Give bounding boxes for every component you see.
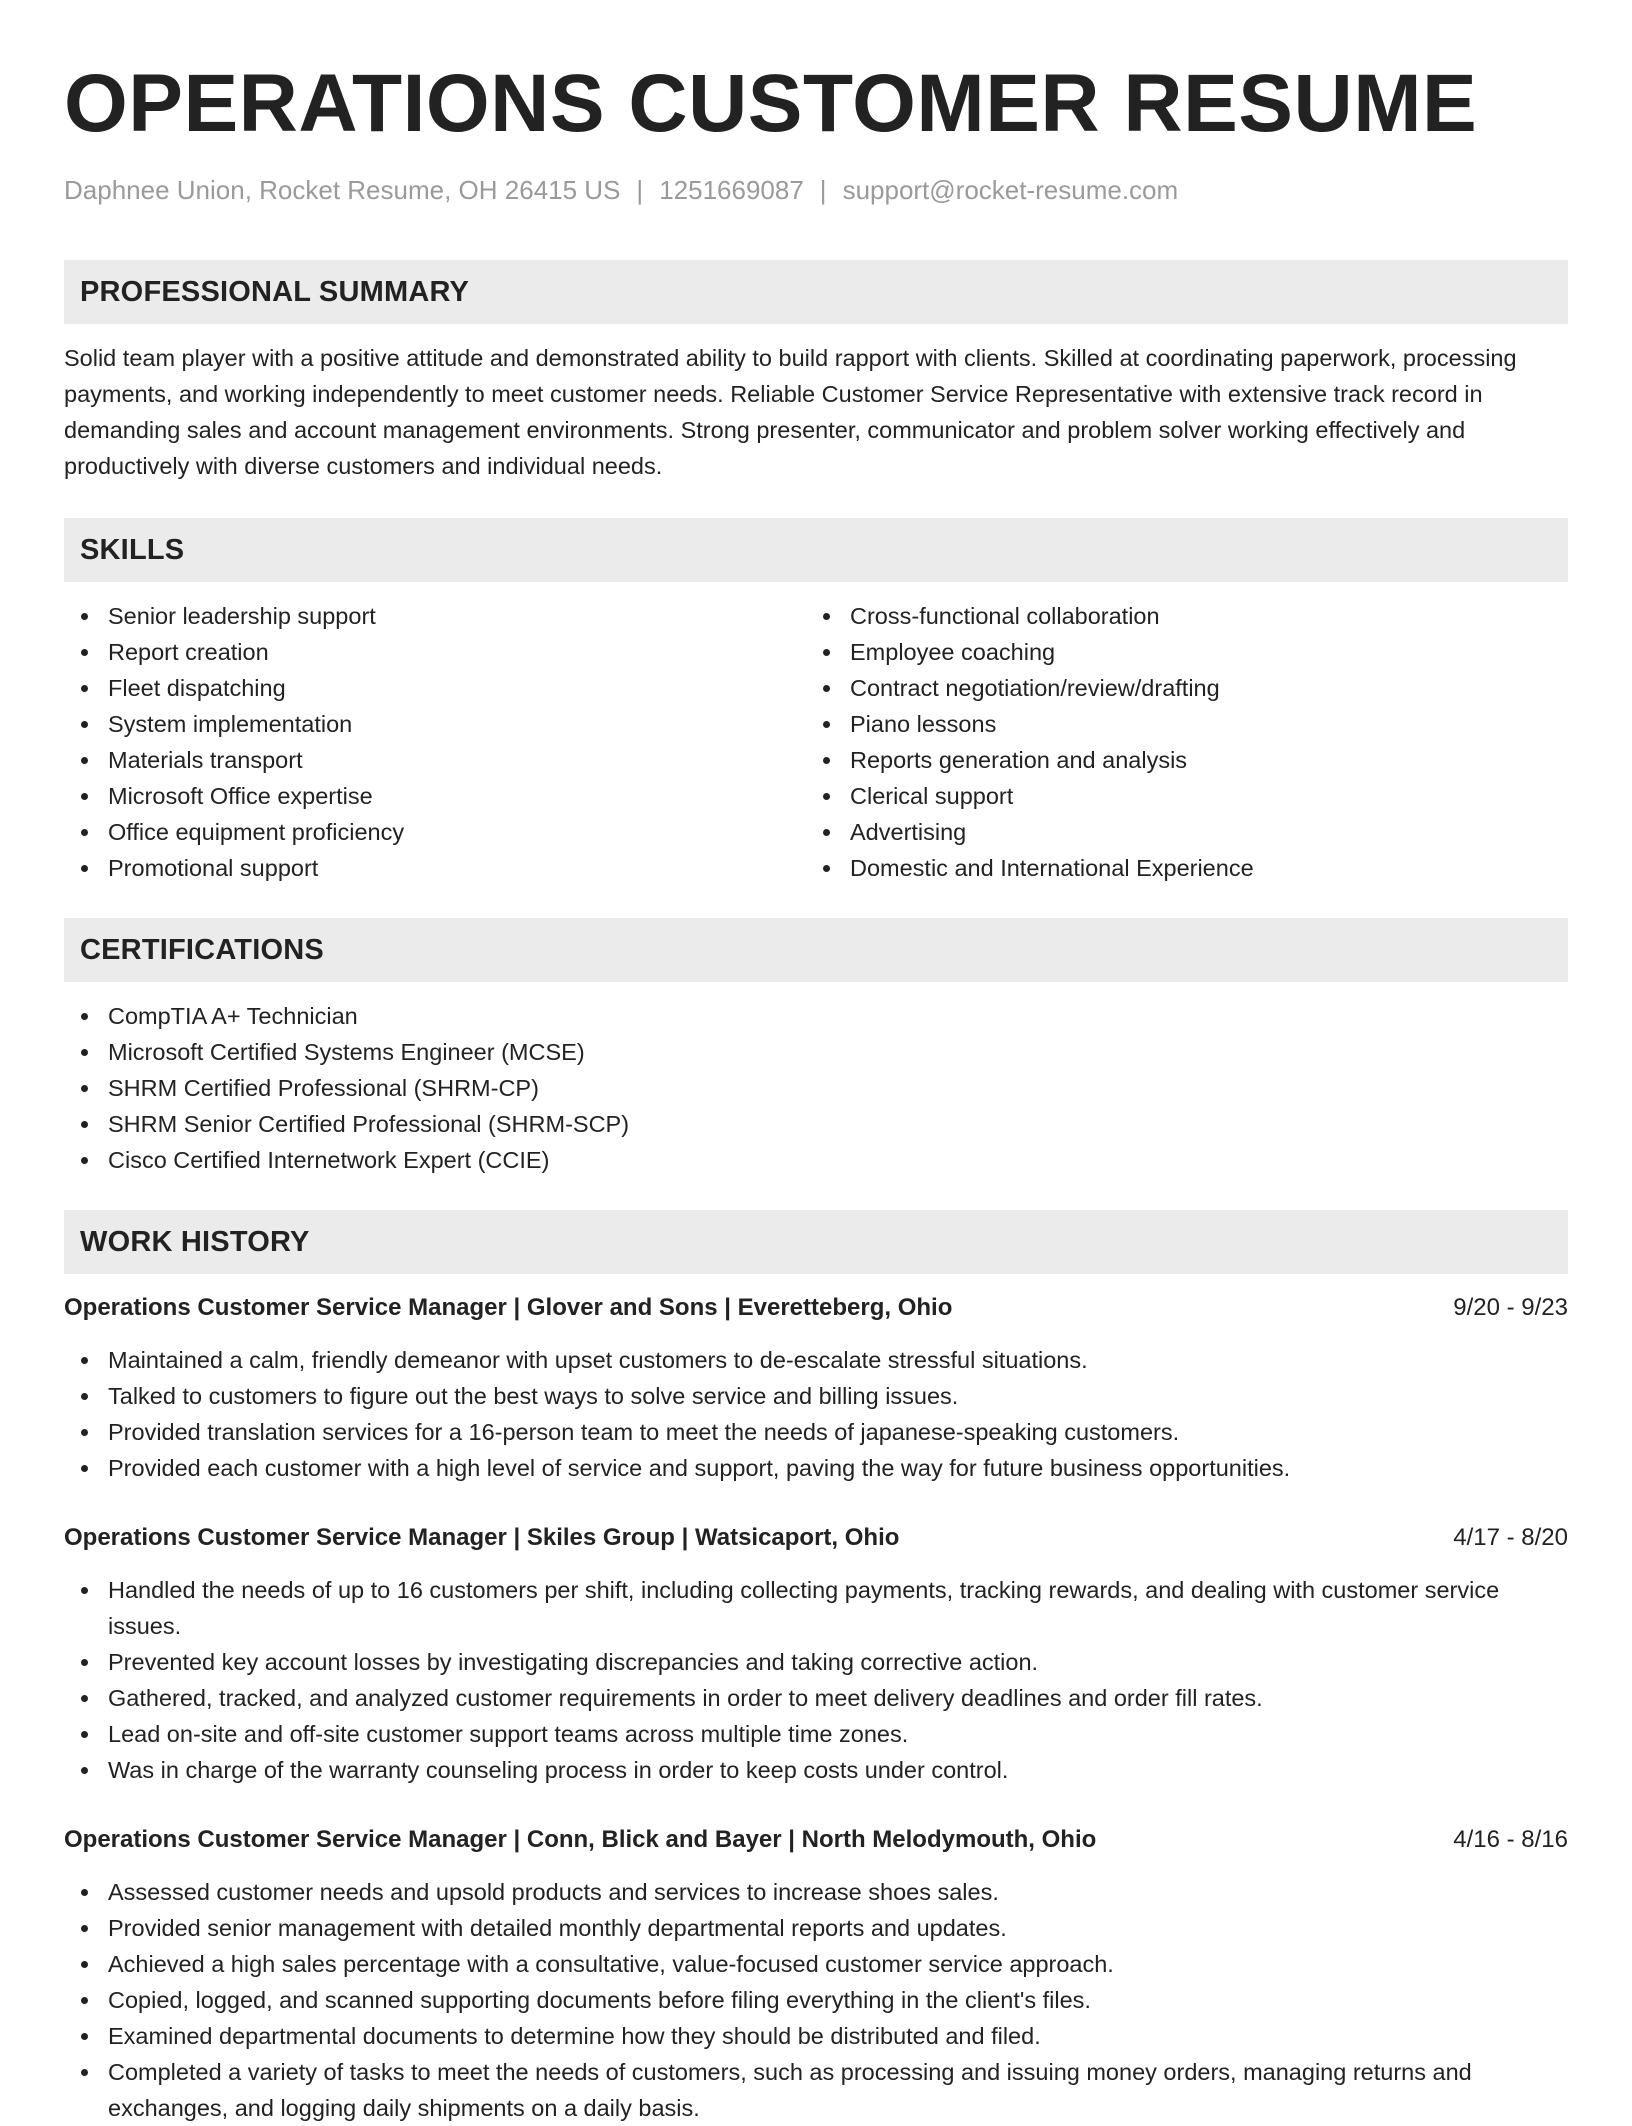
skill-item: System implementation [64, 706, 806, 742]
skill-item: Clerical support [806, 778, 1548, 814]
job-bullet: Provided translation services for a 16-person team to meet the needs of japanese-speaking customers. [64, 1414, 1568, 1450]
skill-item: Fleet dispatching [64, 670, 806, 706]
certification-item: SHRM Senior Certified Professional (SHRM-SCP) [64, 1106, 1568, 1142]
job-bullet: Prevented key account losses by investigating discrepancies and taking corrective action. [64, 1644, 1568, 1680]
skill-item: Advertising [806, 814, 1548, 850]
certifications-section-header: CERTIFICATIONS [64, 918, 1568, 982]
job-bullet: Provided senior management with detailed monthly departmental reports and updates. [64, 1910, 1568, 1946]
job-bullet: Handled the needs of up to 16 customers per shift, including collecting payments, tracking rewards, and dealing with customer service issues. [64, 1572, 1568, 1644]
resume-title: OPERATIONS CUSTOMER RESUME [64, 58, 1478, 149]
skill-item: Piano lessons [806, 706, 1548, 742]
work-history-section-header: WORK HISTORY [64, 1210, 1568, 1274]
skill-item: Domestic and International Experience [806, 850, 1548, 886]
certification-item: Microsoft Certified Systems Engineer (MCSE) [64, 1034, 1568, 1070]
job-bullet: Was in charge of the warranty counseling process in order to keep costs under control. [64, 1752, 1568, 1788]
skills-columns [64, 598, 1568, 886]
job-bullet: Achieved a high sales percentage with a consultative, value-focused customer service approach. [64, 1946, 1568, 1982]
job-dates: 4/17 - 8/20 [1453, 1524, 1568, 1551]
job-title: Operations Customer Service Manager | Glover and Sons | Everetteberg, Ohio [64, 1294, 953, 1321]
skills-list-left [64, 598, 806, 886]
contact-separator: | [819, 175, 827, 205]
job-bullet: Gathered, tracked, and analyzed customer requirements in order to meet delivery deadlines and order fill rates. [64, 1680, 1568, 1716]
job-bullet: Provided each customer with a high level of service and support, paving the way for future business opportunities. [64, 1450, 1568, 1486]
job-bullet: Examined departmental documents to determine how they should be distributed and filed. [64, 2018, 1568, 2054]
skill-item: Microsoft Office expertise [64, 778, 806, 814]
job-bullets [64, 1874, 1568, 2126]
skill-item: Promotional support [64, 850, 806, 886]
job-bullet: Lead on-site and off-site customer support teams across multiple time zones. [64, 1716, 1568, 1752]
job-bullets [64, 1572, 1568, 1788]
skill-item: Office equipment proficiency [64, 814, 806, 850]
skill-item: Reports generation and analysis [806, 742, 1548, 778]
skill-item: Materials transport [64, 742, 806, 778]
job-entry [64, 1290, 1568, 1486]
job-dates: 4/16 - 8/16 [1453, 1826, 1568, 1853]
contact-phone: 1251669087 [659, 175, 804, 205]
job-bullet: Completed a variety of tasks to meet the needs of customers, such as processing and issuing money orders, managing returns and exchanges, and logging daily shipments on a daily basis. [64, 2054, 1568, 2126]
certification-item: SHRM Certified Professional (SHRM-CP) [64, 1070, 1568, 1106]
skill-item: Contract negotiation/review/drafting [806, 670, 1548, 706]
job-bullet: Talked to customers to figure out the best ways to solve service and billing issues. [64, 1378, 1568, 1414]
contact-line [64, 174, 1568, 206]
job-entry [64, 1520, 1568, 1788]
skills-section-header: SKILLS [64, 518, 1568, 582]
contact-email: support@rocket-resume.com [842, 175, 1179, 205]
certification-item: Cisco Certified Internetwork Expert (CCIE) [64, 1142, 1568, 1178]
job-title: Operations Customer Service Manager | Skiles Group | Watsicaport, Ohio [64, 1524, 900, 1551]
skill-item: Employee coaching [806, 634, 1548, 670]
job-bullet: Maintained a calm, friendly demeanor with upset customers to de-escalate stressful situations. [64, 1342, 1568, 1378]
skill-item: Report creation [64, 634, 806, 670]
job-header [64, 1822, 1568, 1858]
certifications-list [64, 998, 1568, 1178]
certification-item: CompTIA A+ Technician [64, 998, 1568, 1034]
contact-address: Daphnee Union, Rocket Resume, OH 26415 US [64, 175, 621, 205]
summary-section-header: PROFESSIONAL SUMMARY [64, 260, 1568, 324]
skill-item: Cross-functional collaboration [806, 598, 1548, 634]
job-bullet: Assessed customer needs and upsold products and services to increase shoes sales. [64, 1874, 1568, 1910]
job-title: Operations Customer Service Manager | Conn, Blick and Bayer | North Melodymouth, Ohio [64, 1826, 1097, 1853]
job-header [64, 1520, 1568, 1556]
job-bullet: Copied, logged, and scanned supporting documents before filing everything in the client's files. [64, 1982, 1568, 2018]
skills-list-right [806, 598, 1548, 886]
job-dates: 9/20 - 9/23 [1453, 1294, 1568, 1321]
skill-item: Senior leadership support [64, 598, 806, 634]
job-entry [64, 1822, 1568, 2126]
job-header [64, 1290, 1568, 1326]
job-bullets [64, 1342, 1568, 1486]
summary-text: Solid team player with a positive attitude and demonstrated ability to build rapport with clients. Skilled at coordinating paperwork, processing payments, and working independently to meet customer needs. Reliable Customer Service Representative with extensive track record in demanding sales and account management environments. Strong presenter, communicator and problem solver working effectively and productively with diverse customers and individual needs. [64, 345, 1517, 479]
contact-separator: | [636, 175, 644, 205]
